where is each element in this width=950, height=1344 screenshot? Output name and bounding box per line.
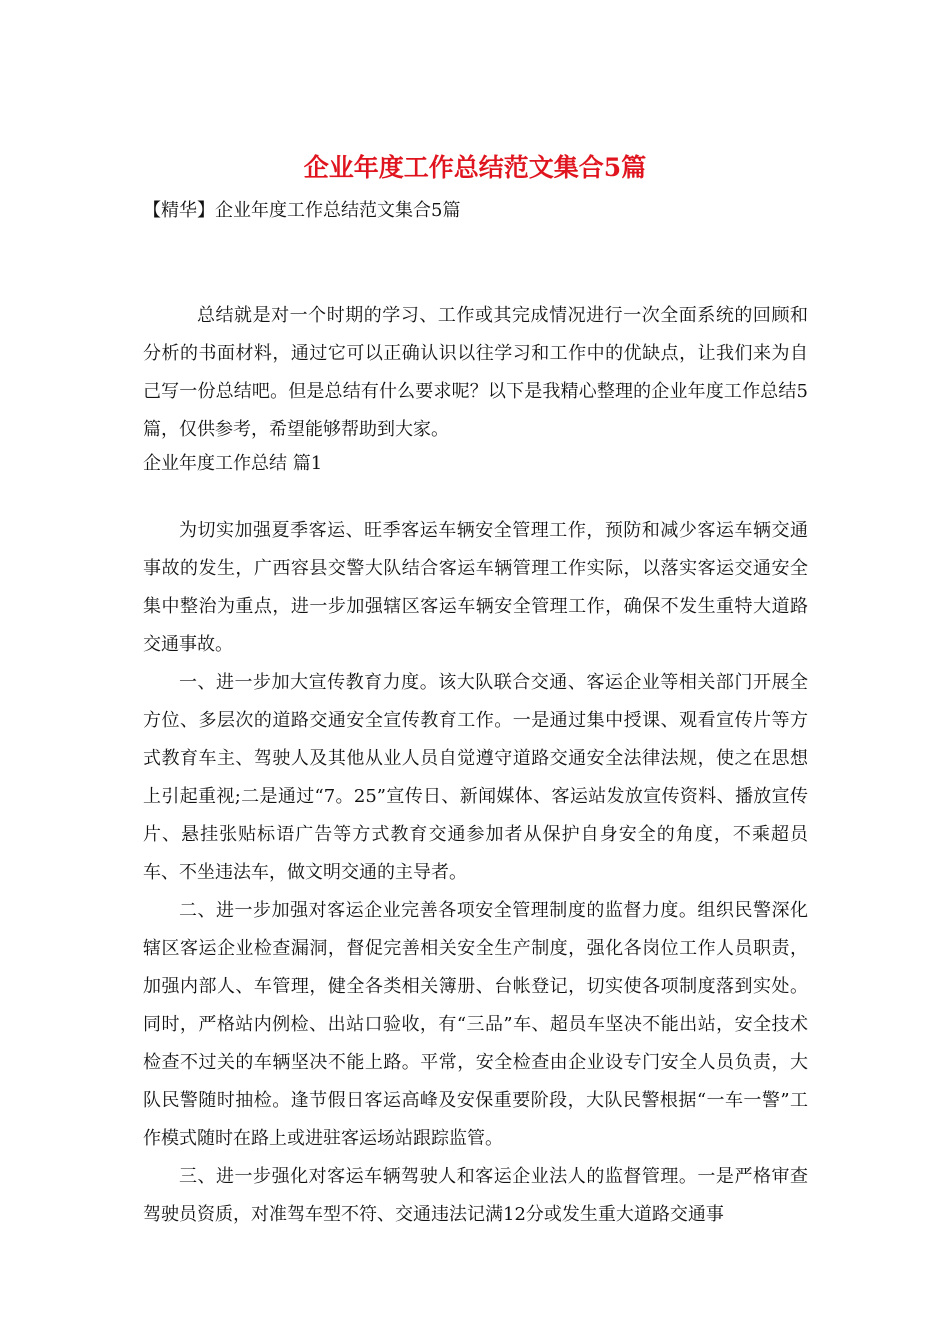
document-subtitle: 【精华】企业年度工作总结范文集合5篇 [143,200,461,221]
intro-paragraph: 总结就是对一个时期的学习、工作或其完成情况进行一次全面系统的回顾和分析的书面材料，通过它可以正确认识以往学习和工作中的优缺点，让我们来为自己写一份总结吧。但是总结有什么要求呢？以下是我精心整理的企业年度工作总结5篇，仅供参考，希望能够帮助到大家。 [143,305,808,440]
document-title: 企业年度工作总结范文集合5篇 [303,153,647,182]
body-paragraph-3: 二、进一步加强对客运企业完善各项安全管理制度的监督力度。组织民警深化辖区客运企业检查漏洞，督促完善相关安全生产制度，强化各岗位工作人员职责，加强内部人、车管理，健全各类相关簿册、台帐登记，切实使各项制度落到实处。同时，严格站内例检、出站口验收，有“三品”车、超员车坚决不能出站，安全技术检查不过关的车辆坚决不能上路。平常，安全检查由企业设专门安全人员负责，大队民警随时抽检。逢节假日客运高峰及安保重要阶段，大队民警根据“一车一警”工作模式随时在路上或进驻客运场站跟踪监管。 [143,900,808,1149]
body-paragraph-4: 三、进一步强化对客运车辆驾驶人和客运企业法人的监督管理。一是严格审查驾驶员资质，对准驾车型不符、交通违法记满12分或发生重大道路交通事 [143,1166,808,1225]
body-paragraph-1: 为切实加强夏季客运、旺季客运车辆安全管理工作，预防和减少客运车辆交通事故的发生，广西容县交警大队结合客运车辆管理工作实际，以落实客运交通安全集中整治为重点，进一步加强辖区客运车辆安全管理工作，确保不发生重特大道路交通事故。 [143,520,808,655]
section-heading: 企业年度工作总结 篇1 [143,453,323,474]
body-paragraph-2: 一、进一步加大宣传教育力度。该大队联合交通、客运企业等相关部门开展全方位、多层次的道路交通安全宣传教育工作。一是通过集中授课、观看宣传片等方式教育车主、驾驶人及其他从业人员自觉遵守道路交通安全法律法规，使之在思想上引起重视;二是通过“7。25”宣传日、新闻媒体、客运站发放宣传资料、播放宣传片、悬挂张贴标语广告等方式教育交通参加者从保护自身安全的角度，不乘超员车、不坐违法车，做文明交通的主导者。 [143,672,808,883]
